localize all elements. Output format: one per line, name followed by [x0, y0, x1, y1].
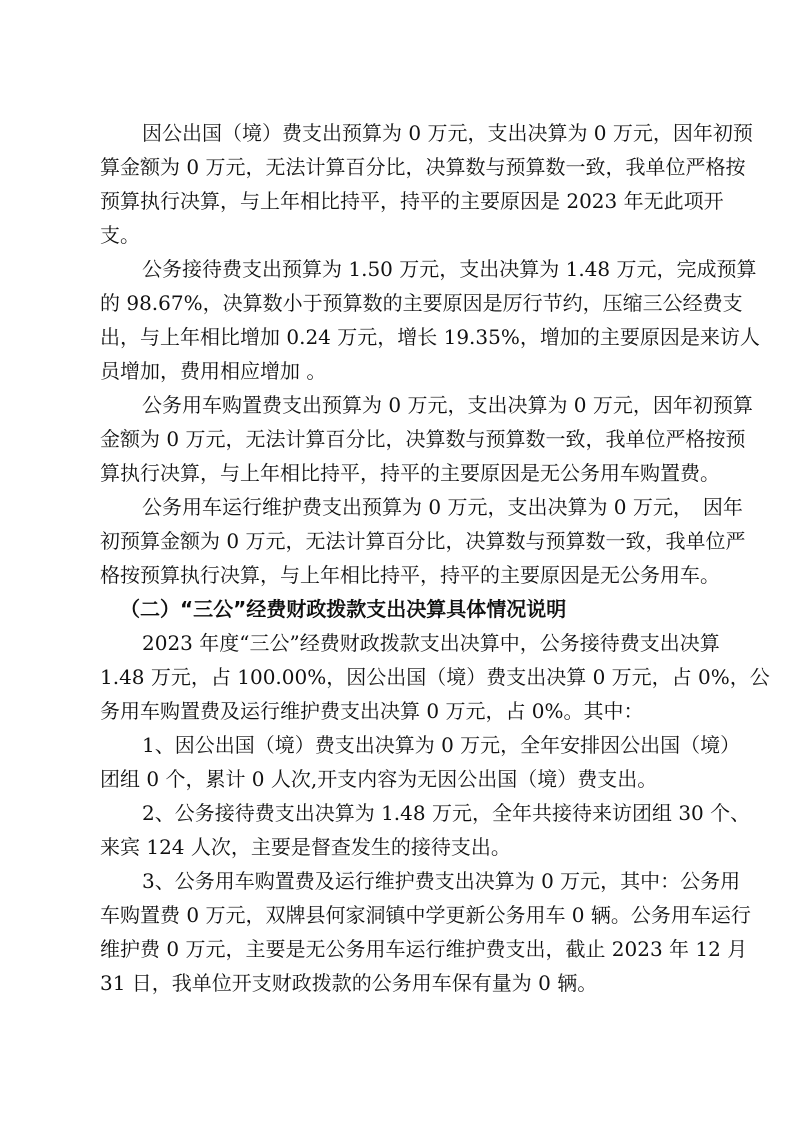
paragraph-line: 1.48 万元，占 100.00%，因公出国（境）费支出决算 0 万元，占 0%，公: [100, 665, 770, 689]
paragraph-line: 团组 0 个，累计 0 人次,开支内容为无因公出国（境）费支出。: [100, 767, 658, 791]
paragraph-line: 预算执行决算，与上年相比持平，持平的主要原因是 2023 年无此项开: [100, 189, 724, 213]
section-heading: （二）“三公”经费财政拨款支出决算具体情况说明: [120, 597, 567, 621]
paragraph-line: 初预算金额为 0 万元，无法计算百分比，决算数与预算数一致，我单位严: [100, 529, 746, 553]
paragraph-line: 算执行决算，与上年相比持平，持平的主要原因是无公务用车购置费。: [100, 461, 720, 485]
paragraph: [100, 490, 746, 592]
paragraph-line: 金额为 0 万元，无法计算百分比，决算数与预算数一致，我单位严格按预: [100, 427, 746, 451]
paragraph-line: 来宾 124 人次，主要是督查发生的接待支出。: [100, 835, 511, 859]
paragraph-line: 31 日，我单位开支财政拨款的公务用车保有量为 0 辆。: [100, 971, 598, 995]
paragraph: [100, 252, 760, 388]
paragraph: [100, 728, 741, 796]
paragraph: [100, 796, 751, 864]
paragraph-line: 3、公务用车购置费及运行维护费支出决算为 0 万元，其中：公务用: [142, 869, 741, 893]
paragraph-line: 的 98.67%，决算数小于预算数的主要原因是厉行节约，压缩三公经费支: [100, 291, 743, 315]
paragraph: [100, 626, 770, 728]
paragraph-line: 维护费 0 万元，主要是无公务用车运行维护费支出，截止 2023 年 12 月: [100, 937, 748, 961]
paragraph: [100, 864, 751, 1000]
paragraph-line: 车购置费 0 万元，双牌县何家洞镇中学更新公务用车 0 辆。公务用车运行: [100, 903, 751, 927]
paragraph-line: 公务用车购置费支出预算为 0 万元，支出决算为 0 万元，因年初预算: [142, 393, 753, 417]
paragraph: [100, 388, 753, 490]
paragraph: [100, 116, 753, 252]
paragraph-line: 员增加，费用相应增加 。: [100, 359, 327, 383]
paragraph-line: 公务用车运行维护费支出预算为 0 万元，支出决算为 0 万元， 因年: [142, 495, 743, 519]
paragraph-line: 务用车购置费及运行维护费支出决算 0 万元，占 0%。其中：: [100, 699, 644, 723]
document-body: [100, 116, 770, 1000]
paragraph-line: 出，与上年相比增加 0.24 万元，增长 19.35%，增加的主要原因是来访人: [100, 325, 760, 349]
paragraph-line: 公务接待费支出预算为 1.50 万元，支出决算为 1.48 万元，完成预算: [142, 257, 757, 281]
paragraph-line: 算金额为 0 万元，无法计算百分比，决算数与预算数一致，我单位严格按: [100, 155, 746, 179]
paragraph-line: 支。: [100, 223, 140, 247]
paragraph-line: 因公出国（境）费支出预算为 0 万元，支出决算为 0 万元，因年初预: [142, 121, 753, 145]
paragraph-line: 格按预算执行决算，与上年相比持平，持平的主要原因是无公务用车。: [100, 563, 720, 587]
paragraph-line: 1、因公出国（境）费支出决算为 0 万元，全年安排因公出国（境）: [142, 733, 741, 757]
paragraph-line: 2023 年度“三公”经费财政拨款支出决算中，公务接待费支出决算: [142, 631, 720, 655]
paragraph-line: 2、公务接待费支出决算为 1.48 万元，全年共接待来访团组 30 个、: [142, 801, 751, 825]
